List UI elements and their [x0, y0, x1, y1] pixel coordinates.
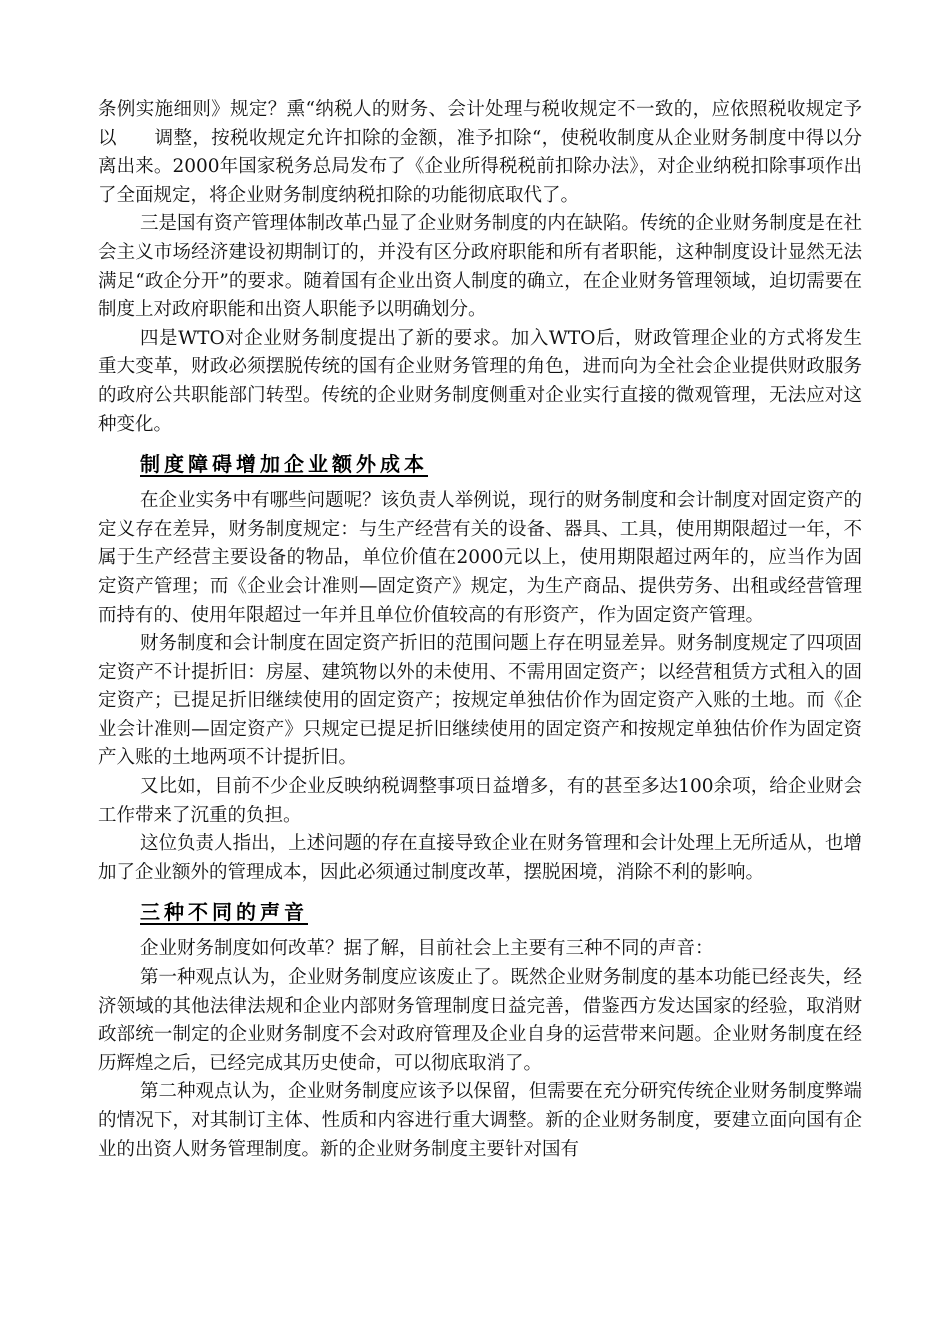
paragraph-depreciation: 财务制度和会计制度在固定资产折旧的范围问题上存在明显差异。财务制度规定了四项固定资产不计提折旧：房屋、建筑物以外的未使用、不需用固定资产；以经营租赁方式租入的固定资产；已提足折旧继续使用的固定资产；按规定单独估价作为固定资产入账的土地。而《企业会计准则—固定资产》只规定已提足折旧继续使用的固定资产和按规定单独估价作为固定资产入账的土地两项不计提折旧。 [98, 633, 862, 769]
paragraph-tax-adjustments: 又比如，目前不少企业反映纳税调整事项日益增多，有的甚至多达100余项，给企业财会工作带来了沉重的负担。 [98, 776, 862, 826]
document-page [98, 96, 862, 1164]
paragraph-reform-intro: 企业财务制度如何改革？据了解，目前社会上主要有三种不同的声音： [140, 938, 714, 960]
paragraph-wto: 四是WTO对企业财务制度提出了新的要求。加入WTO后，财政管理企业的方式将发生重大变革，财政必须摆脱传统的国有企业财务管理的角色，进而向为全社会企业提供财政服务的政府公共职能部门转型。传统的企业财务制度侧重对企业实行直接的微观管理，无法应对这种变化。 [98, 327, 862, 435]
section-heading-extra-costs: 制度障碍增加企业额外成本 [140, 452, 428, 477]
paragraph-fixed-asset-definition: 在企业实务中有哪些问题呢？该负责人举例说，现行的财务制度和会计制度对固定资产的定义存在差异，财务制度规定：与生产经营有关的设备、器具、工具，使用期限超过一年，不属于生产经营主要设备的物品，单位价值在2000元以上，使用期限超过两年的，应当作为固定资产管理；而《企业会计准则—固定资产》规定，为生产商品、提供劳务、出租或经营管理而持有的、使用年限超过一年并且单位价值较高的有形资产，作为固定资产管理。 [98, 490, 862, 626]
section-heading-three-voices: 三种不同的声音 [140, 900, 308, 925]
paragraph-state-assets: 三是国有资产管理体制改革凸显了企业财务制度的内在缺陷。传统的企业财务制度是在社会主义市场经济建设初期制订的，并没有区分政府职能和所有者职能，这种制度设计显然无法满足“政企分开”的要求。随着国有企业出资人制度的确立，在企业财务管理领域，迫切需要在制度上对政府职能和出资人职能予以明确划分。 [98, 213, 862, 321]
paragraph-view-two: 第二种观点认为，企业财务制度应该予以保留，但需要在充分研究传统企业财务制度弊端的情况下，对其制订主体、性质和内容进行重大调整。新的企业财务制度，要建立面向国有企业的出资人财务管理制度。新的企业财务制度主要针对国有 [98, 1081, 862, 1160]
paragraph-view-one: 第一种观点认为，企业财务制度应该废止了。既然企业财务制度的基本功能已经丧失，经济领域的其他法律法规和企业内部财务管理制度日益完善，借鉴西方发达国家的经验，取消财政部统一制定的企业财务制度不会对政府管理及企业自身的运营带来问题。企业财务制度在经历辉煌之后，已经完成其历史使命，可以彻底取消了。 [98, 967, 862, 1074]
paragraph-management-cost: 这位负责人指出，上述问题的存在直接导致企业在财务管理和会计处理上无所适从，也增加了企业额外的管理成本，因此必须通过制度改革，摆脱困境，消除不利的影响。 [98, 833, 862, 883]
paragraph-tax-rules: 条例实施细则》规定？熏“纳税人的财务、会计处理与税收规定不一致的，应依照税收规定予以 调整，按税收规定允许扣除的金额，准予扣除“，使税收制度从企业财务制度中得以分离出来。2000年国家税务总局发布了《企业所得税税前扣除办法》，对企业纳税扣除事项作出了全面规定，将企业财务制度纳税扣除的功能彻底取代了。 [98, 99, 862, 206]
